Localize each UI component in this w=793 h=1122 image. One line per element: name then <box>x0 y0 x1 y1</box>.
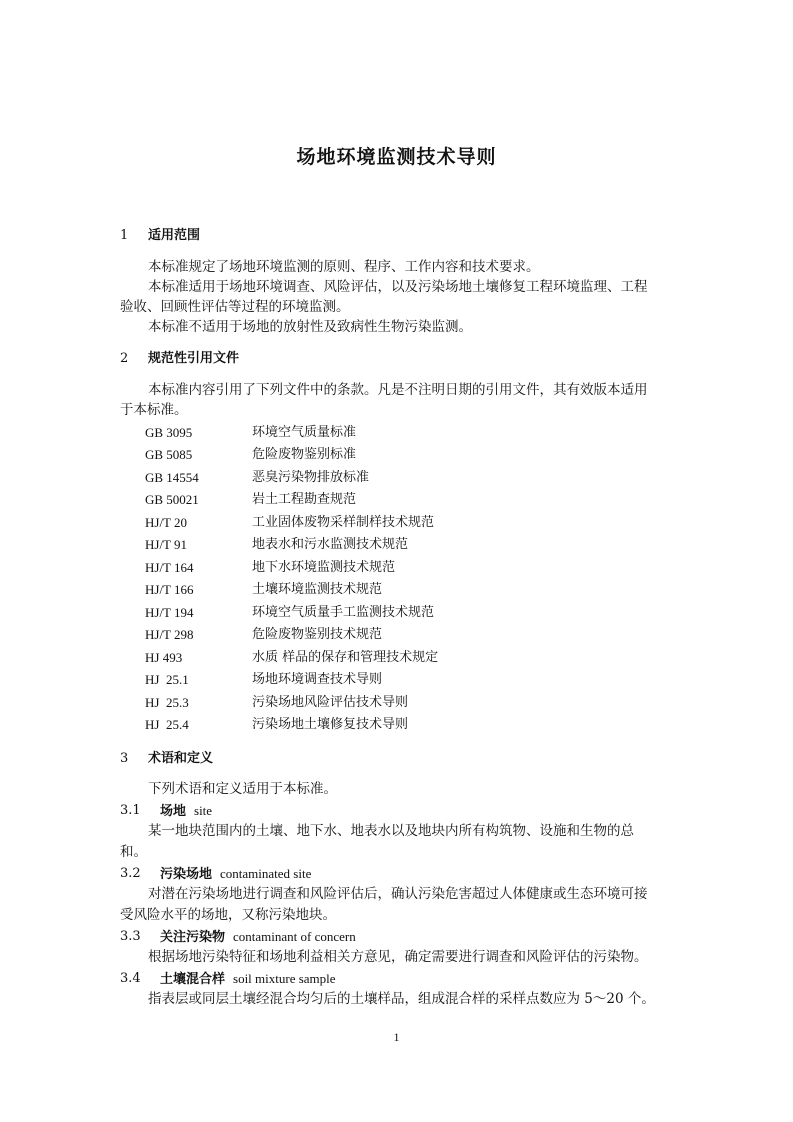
term-number: 3.4 <box>120 971 141 986</box>
reference-title: 水质 样品的保存和管理技术规定 <box>252 650 439 665</box>
section-1-para-2-line-1: 本标准适用于场地环境调查、风险评估，以及污染场地土壤修复工程环境监理、工程 <box>148 279 648 295</box>
term-zh: 污染场地 <box>160 867 213 882</box>
reference-title: 岩土工程勘查规范 <box>252 492 357 507</box>
reference-title: 土壤环境监测技术规范 <box>252 582 383 597</box>
term-zh: 场地 <box>160 804 187 819</box>
section-2-intro-line-1: 本标准内容引用了下列文件中的条款。凡是不注明日期的引用文件，其有效版本适用 <box>148 382 648 398</box>
term-definition-line-2: 受风险水平的场地，又称污染地块。 <box>120 907 336 923</box>
reference-title: 场地环境调查技术导则 <box>252 672 383 687</box>
section-3-intro: 下列术语和定义适用于本标准。 <box>148 781 337 797</box>
reference-code: GB 14554 <box>145 470 199 485</box>
reference-code: HJ/T 298 <box>145 627 194 642</box>
term-number: 3.2 <box>120 866 141 881</box>
reference-code: HJ/T 91 <box>145 537 188 552</box>
reference-title: 环境空气质量手工监测技术规范 <box>252 605 435 620</box>
term-heading <box>160 928 356 947</box>
term-en: contaminant of concern <box>233 929 356 944</box>
term-zh: 土壤混合样 <box>160 972 226 987</box>
reference-code: HJ 25.3 <box>145 695 189 710</box>
term-definition-line-1: 指表层或同层土壤经混合均匀后的土壤样品，组成混合样的采样点数应为 5～20 个。 <box>148 991 655 1007</box>
term-number: 3.1 <box>120 803 141 818</box>
section-1-para-1: 本标准规定了场地环境监测的原则、程序、工作内容和技术要求。 <box>148 259 540 275</box>
reference-code: HJ/T 166 <box>145 582 194 597</box>
section-3-number: 3 <box>120 751 129 766</box>
section-2-heading: 规范性引用文件 <box>148 351 240 366</box>
section-1-heading: 适用范围 <box>148 228 201 243</box>
reference-title: 污染场地土壤修复技术导则 <box>252 717 409 732</box>
reference-code: HJ/T 20 <box>145 515 188 530</box>
reference-title: 危险废物鉴别技术规范 <box>252 627 383 642</box>
document-title: 场地环境监测技术导则 <box>296 146 497 168</box>
term-en: contaminated site <box>220 866 312 881</box>
reference-code: HJ/T 194 <box>145 605 194 620</box>
reference-code: HJ 25.4 <box>145 717 189 732</box>
term-definition-line-2: 和。 <box>120 844 147 860</box>
reference-title: 地表水和污水监测技术规范 <box>252 537 409 552</box>
section-1-para-3: 本标准不适用于场地的放射性及致病性生物污染监测。 <box>148 319 472 335</box>
page-number: 1 <box>393 1030 400 1044</box>
term-zh: 关注污染物 <box>160 930 226 945</box>
reference-title: 地下水环境监测技术规范 <box>252 560 396 575</box>
section-2-intro-line-2: 于本标准。 <box>120 402 188 418</box>
section-3-heading: 术语和定义 <box>148 751 214 766</box>
section-1-para-2-line-2: 验收、回顾性评估等过程的环境监测。 <box>120 299 350 315</box>
reference-code: HJ 25.1 <box>145 672 189 687</box>
term-en: site <box>194 803 213 818</box>
reference-code: GB 3095 <box>145 425 193 440</box>
term-definition-line-1: 根据场地污染特征和场地利益相关方意见，确定需要进行调查和风险评估的污染物。 <box>148 949 648 965</box>
term-heading <box>160 802 212 821</box>
section-1-number: 1 <box>120 228 129 243</box>
reference-title: 工业固体废物采样制样技术规范 <box>252 515 435 530</box>
reference-code: HJ/T 164 <box>145 560 194 575</box>
term-definition-line-1: 对潜在污染场地进行调查和风险评估后，确认污染危害超过人体健康或生态环境可接 <box>148 886 648 902</box>
reference-title: 污染场地风险评估技术导则 <box>252 695 409 710</box>
reference-code: GB 50021 <box>145 492 199 507</box>
reference-code: HJ 493 <box>145 650 183 665</box>
term-heading <box>160 865 311 884</box>
term-heading <box>160 970 336 989</box>
reference-code: GB 5085 <box>145 447 193 462</box>
reference-title: 环境空气质量标准 <box>252 425 357 440</box>
term-en: soil mixture sample <box>233 971 336 986</box>
term-definition-line-1: 某一地块范围内的土壤、地下水、地表水以及地块内所有构筑物、设施和生物的总 <box>148 823 634 839</box>
section-2-number: 2 <box>120 351 129 366</box>
reference-title: 危险废物鉴别标准 <box>252 447 357 462</box>
reference-title: 恶臭污染物排放标准 <box>252 470 370 485</box>
term-number: 3.3 <box>120 929 141 944</box>
